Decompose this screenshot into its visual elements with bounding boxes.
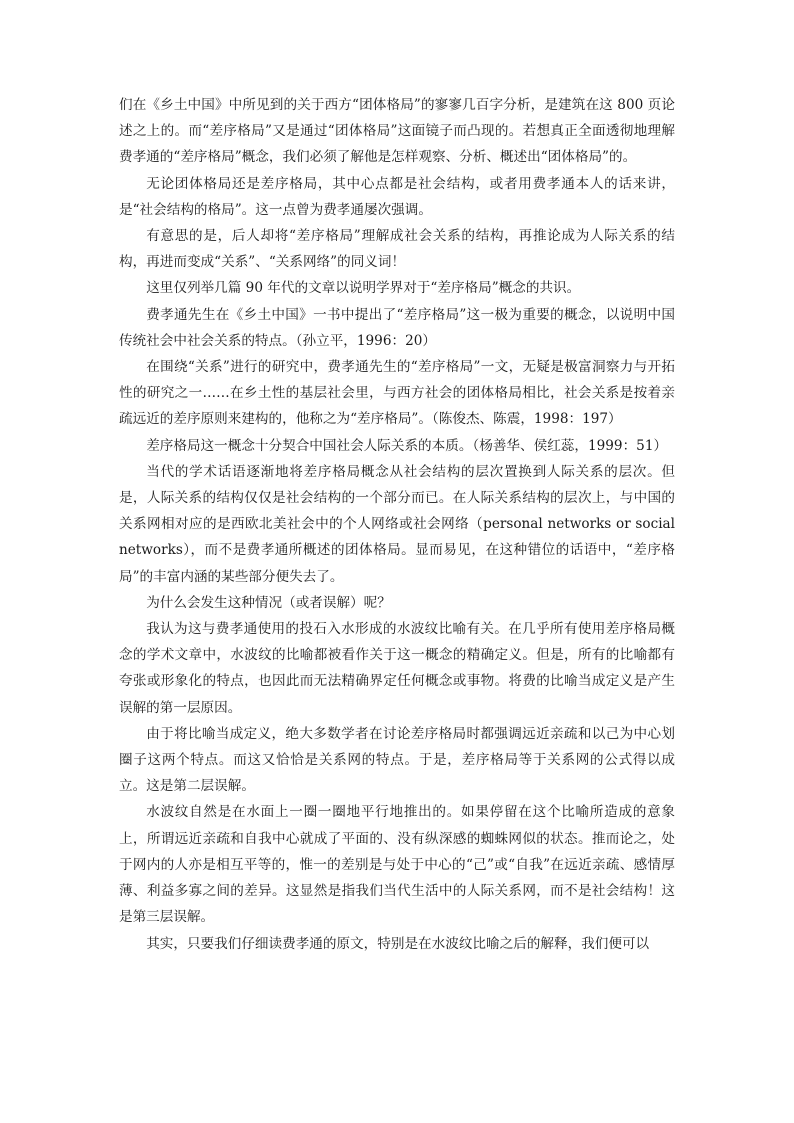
paragraph: 由于将比喻当成定义，绝大多数学者在讨论差序格局时都强调远近亲疏和以己为中心划圈子这两个特点。而这又恰恰是关系网的特点。于是，差序格局等于关系网的公式得以成立。这是第二层误解。: [119, 725, 675, 795]
quotation: 费孝通先生在《乡土中国》一书中提出了“差序格局”这一极为重要的概念，以说明中国传统社会中社会关系的特点。（孙立平，1996：20）: [119, 306, 675, 349]
paragraph: 这里仅列举几篇 90 年代的文章以说明学界对于“差序格局”概念的共识。: [146, 280, 581, 297]
paragraph: 为什么会发生这种情况（或者误解）呢？: [146, 594, 391, 611]
paragraph: 水波纹自然是在水面上一圈一圈地平行地推出的。如果停留在这个比喻所造成的意象上，所谓远近亲疏和自我中心就成了平面的、没有纵深感的蜘蛛网似的状态。推而论之，处于网内的人亦是相互平等的，惟一的差别是与处于中心的“己”或“自我”在远近亲疏、感情厚薄、利益多寡之间的差异。这显然是指我们当代生活中的人际关系网，而不是社会结构！这是第三层误解。: [119, 804, 675, 926]
paragraph: 们在《乡土中国》中所见到的关于西方“团体格局”的寥寥几百字分析，是建筑在这 800 页论述之上的。而“差序格局”又是通过“团体格局”这面镜子而凸现的。若想真正全面透彻地理解费孝通的“差序格局”概念，我们必须了解他是怎样观察、分析、概述出“团体格局”的。: [119, 97, 675, 166]
quotation: 差序格局这一概念十分契合中国社会人际关系的本质。（杨善华、侯红蕊，1999：51）: [146, 437, 668, 454]
document-body: [119, 92, 675, 957]
paragraph: 有意思的是，后人却将“差序格局”理解成社会关系的结构，再推论成为人际关系的结构，再进而变成“关系”、“关系网络”的同义词！: [119, 228, 675, 271]
paragraph: 其实，只要我们仔细读费孝通的原文，特别是在水波纹比喻之后的解释，我们便可以: [146, 935, 650, 952]
paragraph: 当代的学术话语逐渐地将差序格局概念从社会结构的层次置换到人际关系的层次。但是，人际关系的结构仅仅是社会结构的一个部分而已。在人际关系结构的层次上，与中国的关系网相对应的是西欧北美社会中的个人网络或社会网络（personal networks or social networks），而不是费孝通所概述的团体格局。显而易见，在这种错位的话语中，“差序格局”的丰富内涵的某些部分便失去了。: [119, 463, 675, 585]
paragraph: 我认为这与费孝通使用的投石入水形成的水波纹比喻有关。在几乎所有使用差序格局概念的学术文章中，水波纹的比喻都被看作关于这一概念的精确定义。但是，所有的比喻都有夸张或形象化的特点，也因此而无法精确界定任何概念或事物。将费的比喻当成定义是产生误解的第一层原因。: [119, 621, 675, 716]
paragraph: 无论团体格局还是差序格局，其中心点都是社会结构，或者用费孝通本人的话来讲，是“社会结构的格局”。这一点曾为费孝通屡次强调。: [119, 175, 675, 218]
quotation: 在围绕“关系”进行的研究中，费孝通先生的“差序格局”一文，无疑是极富洞察力与开拓性的研究之一……在乡土性的基层社会里，与西方社会的团体格局相比，社会关系是按着亲疏远近的差序原则来建构的，他称之为“差序格局”。（陈俊杰、陈震，1998：197）: [119, 359, 675, 428]
